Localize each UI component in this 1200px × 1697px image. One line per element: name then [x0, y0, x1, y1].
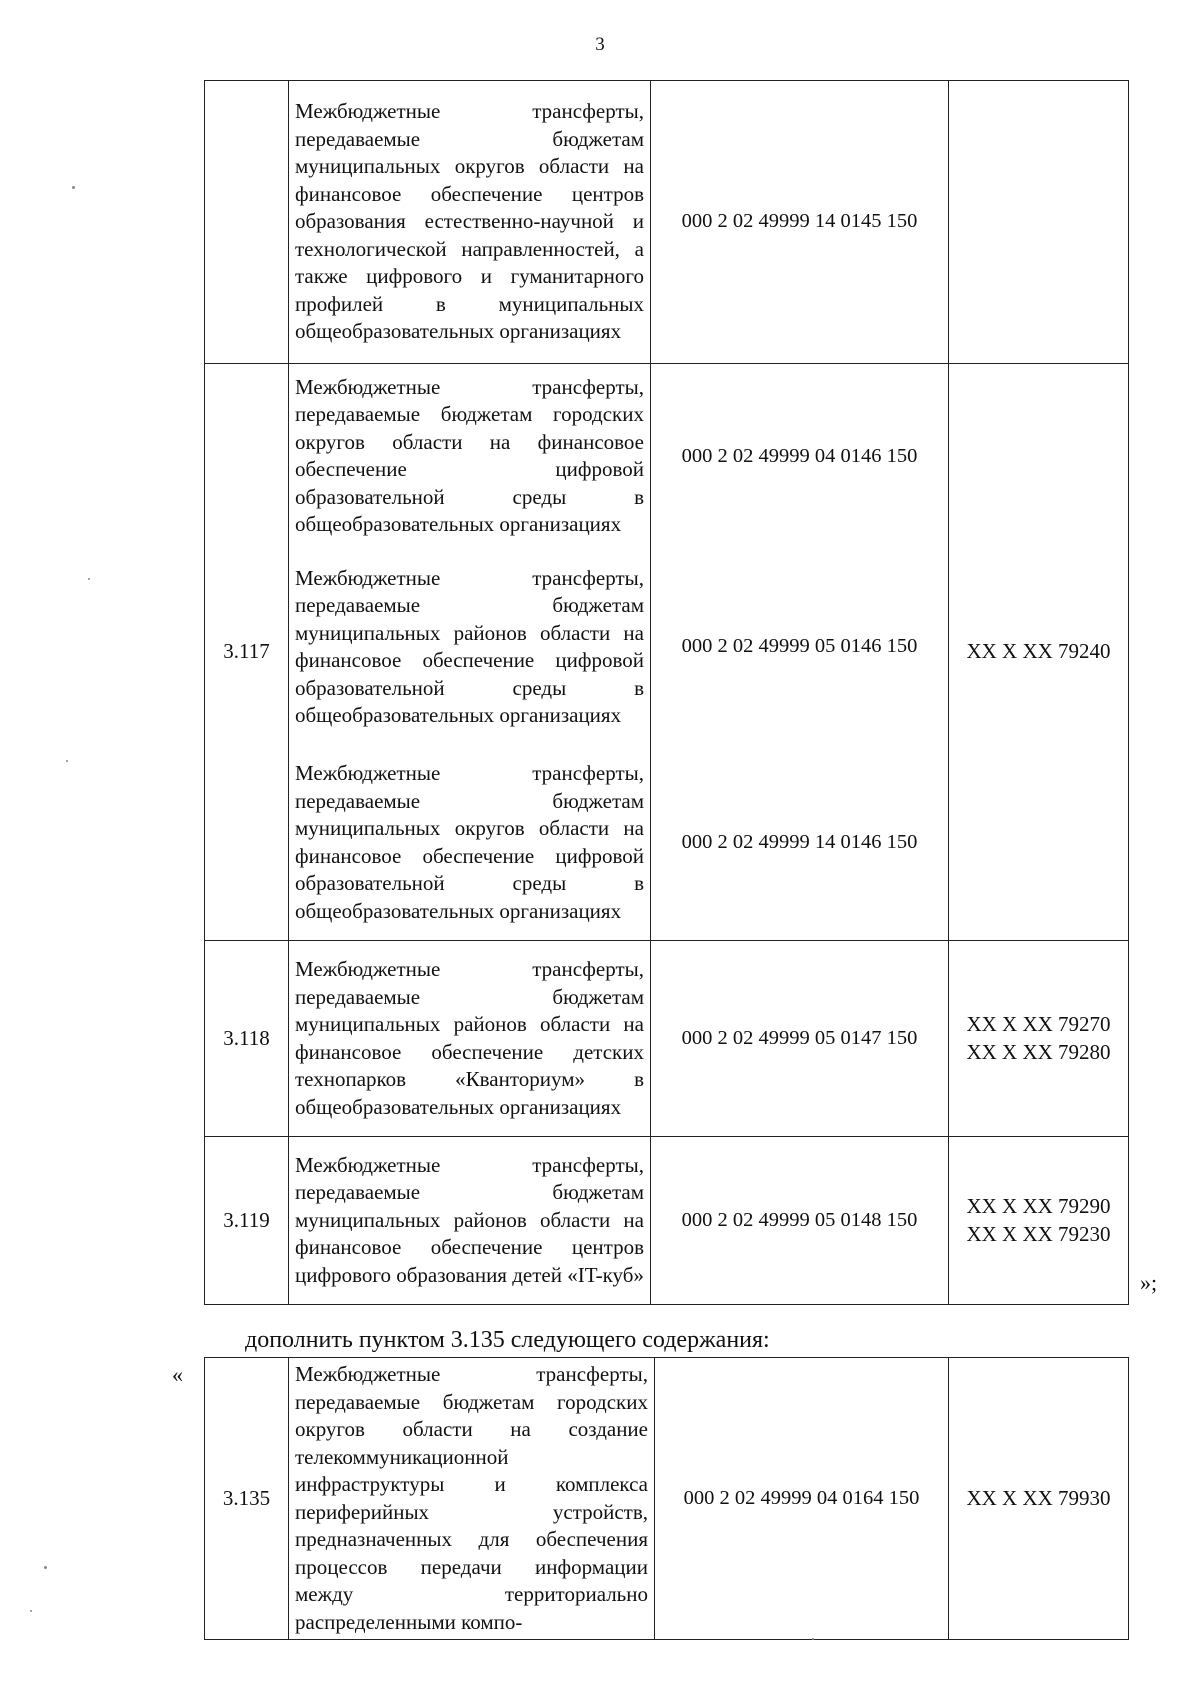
row-number — [205, 81, 289, 364]
budget-code: 000 2 02 49999 14 0146 150 — [651, 746, 949, 941]
opening-quote-mark: « — [172, 1362, 183, 1387]
scan-speck — [66, 760, 68, 762]
scan-speck — [44, 1566, 47, 1569]
row-number: 3.119 — [205, 1137, 289, 1305]
row-description: Межбюджетные трансферты, передаваемые бюджетам городских округов области на создание телекоммуникационной инфраструктуры и комплекса периферийных устройств, предназначенных для обеспечения процессов передачи информации между территориально распределенными компо- — [289, 1358, 655, 1640]
closing-quote-mark: »; — [1140, 1270, 1158, 1295]
table-row — [205, 941, 1129, 1137]
row-description: Межбюджетные трансферты, передаваемые бюджетам муниципальных районов области на финансовое обеспечение цифровой образовательной среды в общеобразовательных организациях — [289, 549, 651, 746]
row-number: 3.118 — [205, 941, 289, 1137]
budget-codes-table — [204, 80, 1129, 1305]
budget-code: 000 2 02 49999 04 0146 150 — [651, 364, 949, 549]
expense-code: XX X XX 79290 XX X XX 79230 — [949, 1137, 1129, 1305]
page-number: 3 — [595, 34, 605, 55]
table-row — [205, 1137, 1129, 1305]
table-row — [205, 1358, 1129, 1640]
scan-speck — [30, 1610, 32, 1612]
budget-code: 000 2 02 49999 05 0146 150 — [651, 549, 949, 746]
row-number: 3.135 — [205, 1358, 289, 1640]
table-row — [205, 81, 1129, 364]
new-item-table — [204, 1357, 1129, 1640]
budget-code: 000 2 02 49999 05 0148 150 — [651, 1137, 949, 1305]
row-description: Межбюджетные трансферты, передаваемые бюджетам муниципальных районов области на финансовое обеспечение центров цифрового образования детей «IT-куб» — [289, 1137, 651, 1305]
row-description: Межбюджетные трансферты, передаваемые бюджетам городских округов области на финансовое обеспечение цифровой образовательной среды в общеобразовательных организациях — [289, 364, 651, 549]
row-description: Межбюджетные трансферты, передаваемые бюджетам муниципальных округов области на финансовое обеспечение цифровой образовательной среды в общеобразовательных организациях — [289, 746, 651, 941]
row-description: Межбюджетные трансферты, передаваемые бюджетам муниципальных округов области на финансовое обеспечение центров образования естественно-научной и технологической направленностей, а также цифрового и гуманитарного профилей в муниципальных общеобразовательных организациях — [289, 81, 651, 364]
expense-code: XX X XX 79240 — [949, 364, 1129, 941]
row-description: Межбюджетные трансферты, передаваемые бюджетам муниципальных районов области на финансовое обеспечение детских технопарков «Кванториум» в общеобразовательных организациях — [289, 941, 651, 1137]
budget-code: 000 2 02 49999 05 0147 150 — [651, 941, 949, 1137]
budget-code: 000 2 02 49999 14 0145 150 — [651, 81, 949, 364]
scan-speck — [72, 186, 75, 189]
budget-code: 000 2 02 49999 04 0164 150 — [655, 1358, 949, 1640]
scan-speck — [88, 578, 90, 580]
expense-code: XX X XX 79270 XX X XX 79280 — [949, 941, 1129, 1137]
amendment-instruction: дополнить пунктом 3.135 следующего содержания: — [245, 1327, 770, 1353]
expense-code — [949, 81, 1129, 364]
table-row — [205, 364, 1129, 549]
expense-code: XX X XX 79930 — [949, 1358, 1129, 1640]
row-number: 3.117 — [205, 364, 289, 941]
scan-speck — [812, 1638, 814, 1640]
